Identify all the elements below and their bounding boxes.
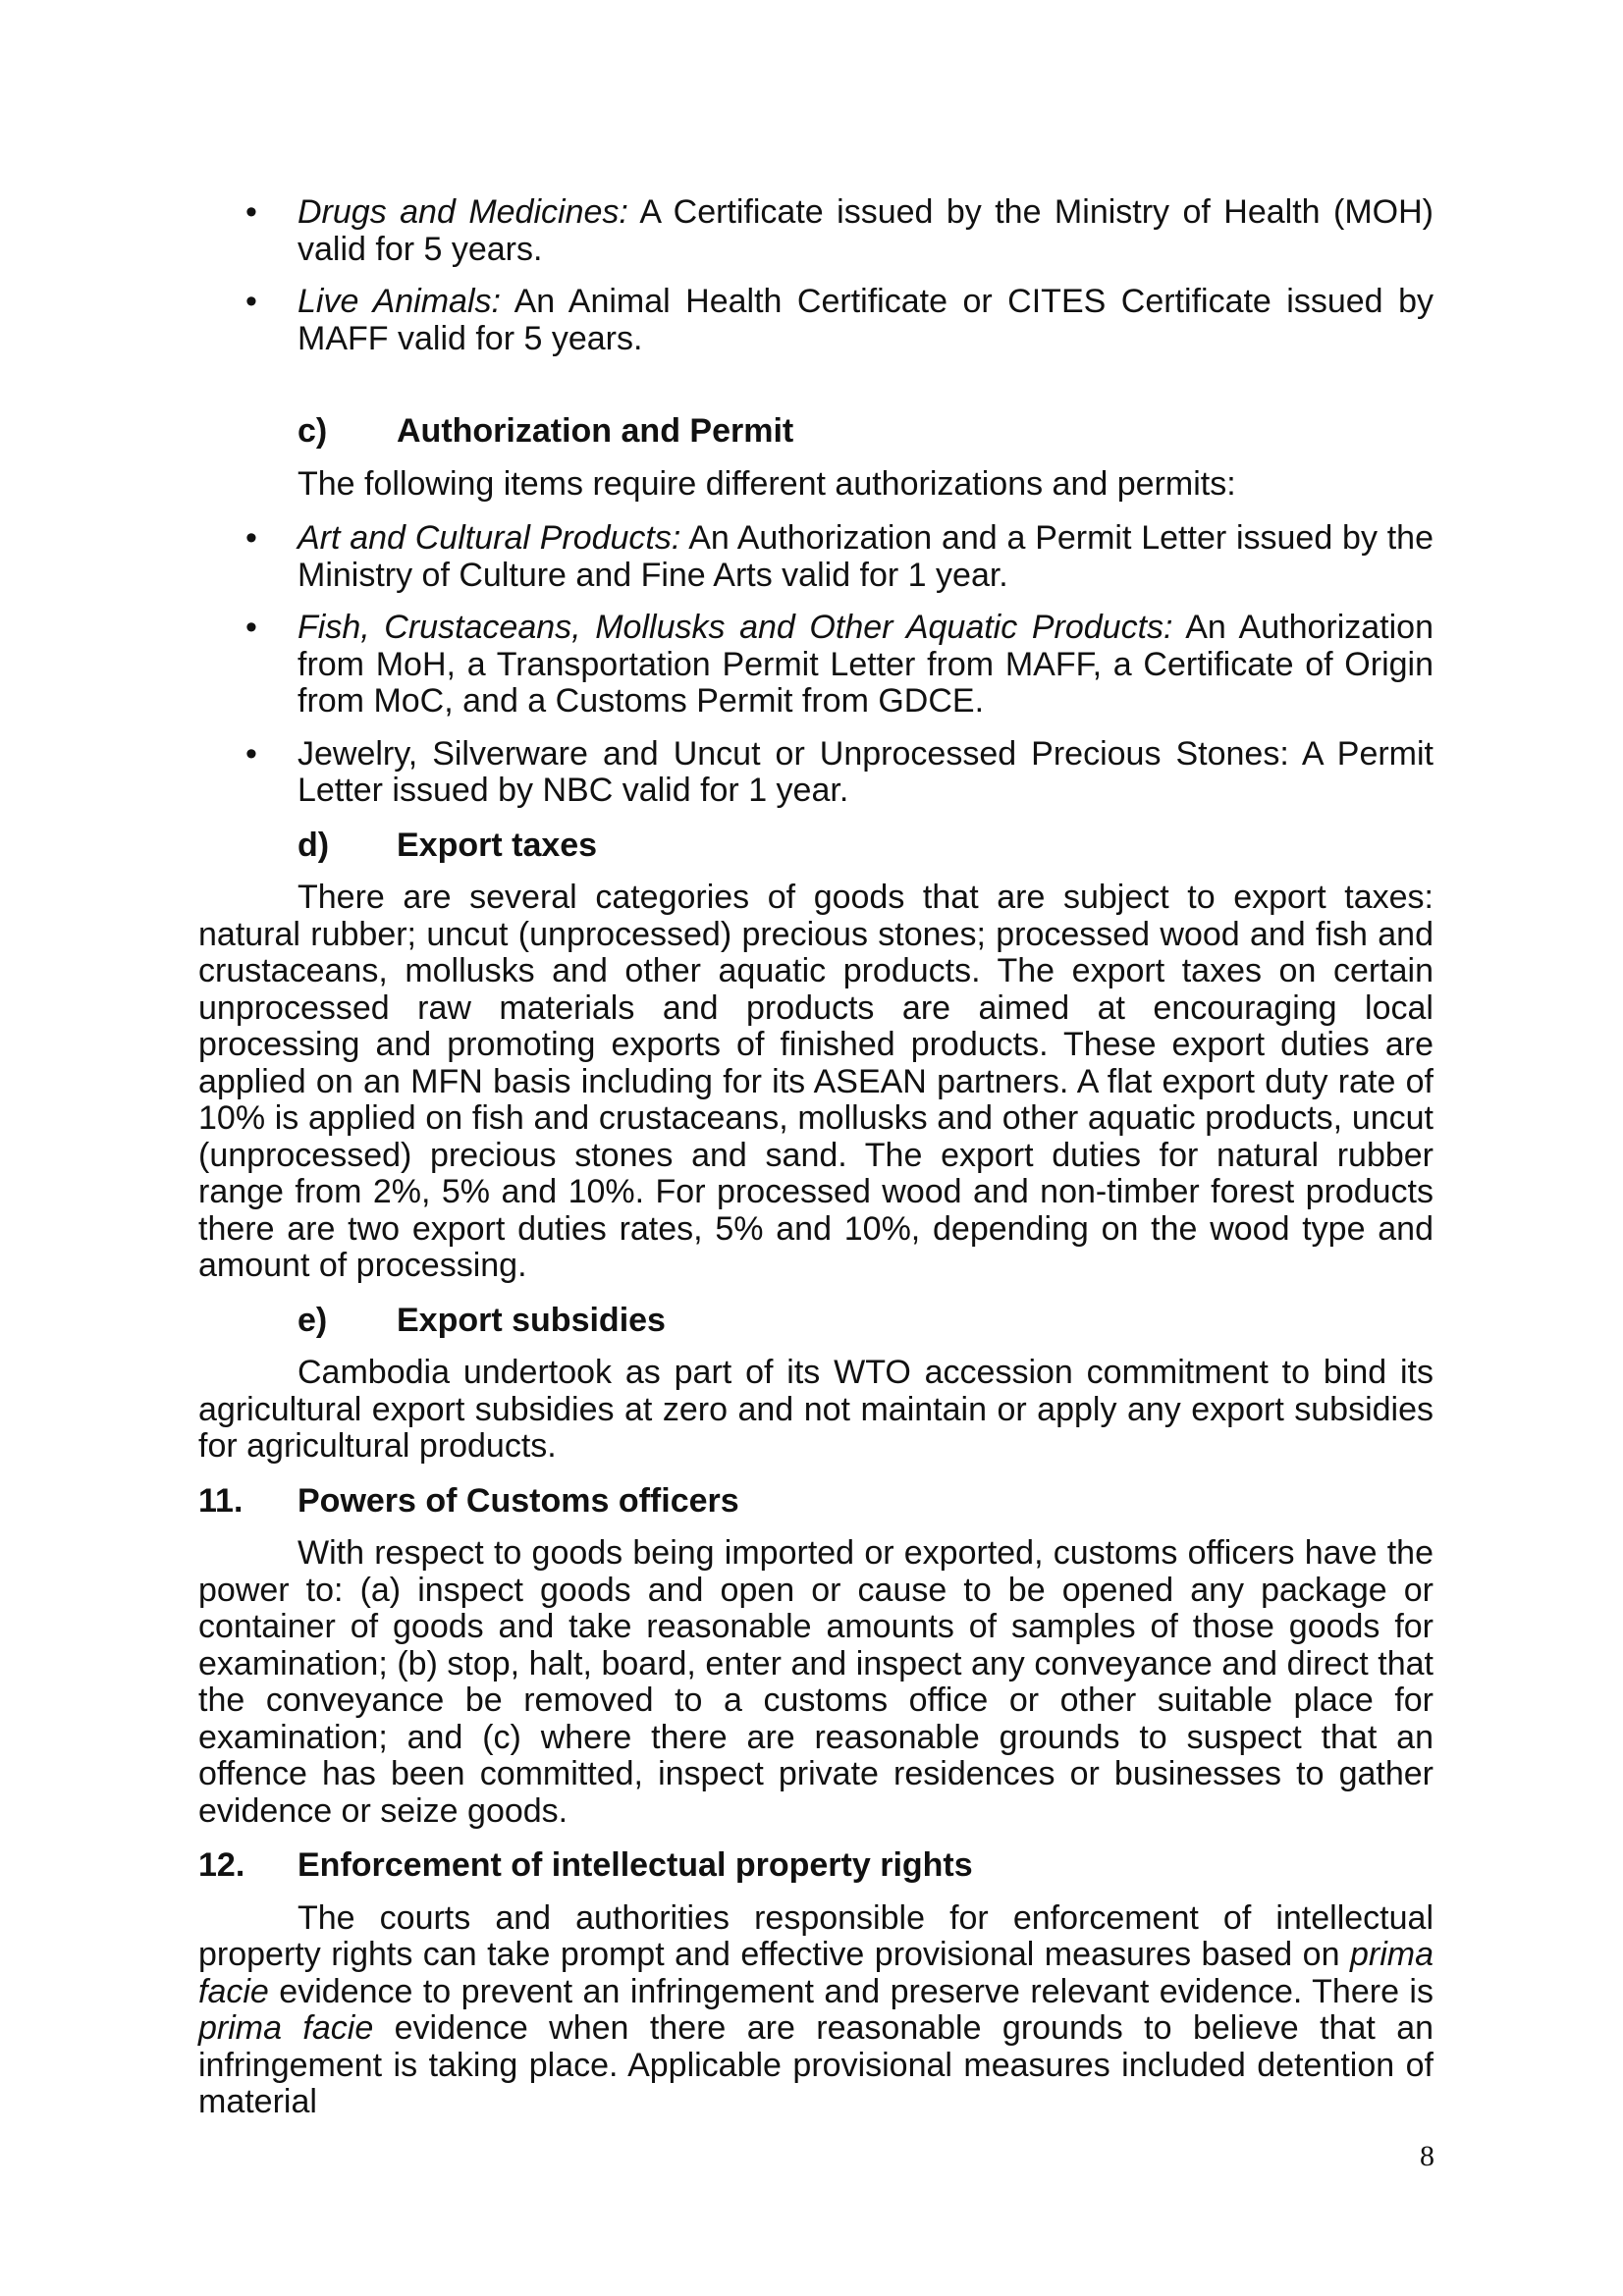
list-item — [198, 520, 1434, 594]
section-heading-12 — [198, 1847, 1434, 1885]
body-text: The courts and authorities responsible for enforcement of intellectual property rights can take prompt and effective provisional measures based on — [198, 1898, 1434, 1973]
section-number: 11. — [198, 1481, 243, 1520]
item-text: A Certificate issued by the Ministry of Health (MOH) valid for 5 years. — [298, 193, 1434, 268]
section-heading-c — [198, 413, 1434, 451]
section-intro: The following items require different authorizations and permits: — [298, 464, 1236, 503]
section-title: Export taxes — [397, 826, 598, 864]
section-title: Enforcement of intellectual property rights — [298, 1846, 973, 1884]
bullet-glyph: • — [245, 609, 257, 646]
body-text: evidence to prevent an infringement and preserve relevant evidence. There is — [268, 1972, 1434, 2010]
body-italic: prima facie — [198, 1936, 1434, 2010]
section-title: Authorization and Permit — [397, 412, 794, 450]
list-item — [198, 610, 1434, 721]
bullet-glyph: • — [245, 283, 257, 320]
section-body: With respect to goods being imported or exported, customs officers have the power to: (a) inspect goods and open or cause to be opened any package or container of goods and take reasonable amounts of samples of those goods for examination; (b) stop, halt, board, enter and inspect any conveyance and direct that the conveyance be removed to a customs office or other suitable place for examination; and (c) where there are reasonable grounds to suspect that an offence has been committed, inspect private residences or businesses to gather evidence or seize goods. — [198, 1534, 1434, 1830]
section-heading-d — [198, 828, 1434, 865]
section-body: There are several categories of goods that are subject to export taxes: natural rubber; uncut (unprocessed) precious stones; processed wood and fish and crustaceans, mollusks and other aquatic products. The export taxes on certain unprocessed raw materials and products are aimed at encouraging local processing and promoting exports of finished products. These export duties are applied on an MFN basis including for its ASEAN partners. A flat export duty rate of 10% is applied on fish and crustaceans, mollusks and other aquatic products, uncut (unprocessed) precious stones and sand. The export duties for natural rubber range from 2%, 5% and 10%. For processed wood and non-timber forest products there are two export duties rates, 5% and 10%, depending on the wood type and amount of processing. — [198, 879, 1434, 1284]
section-title: Powers of Customs officers — [298, 1481, 739, 1520]
section-body: Cambodia undertook as part of its WTO accession commitment to bind its agricultural export subsidies at zero and not maintain or apply any export subsidies for agricultural products. — [198, 1354, 1434, 1465]
section-heading-11 — [198, 1483, 1434, 1521]
section-label: d) — [298, 826, 330, 864]
section-number: 12. — [198, 1846, 245, 1884]
body-text: evidence when there are reasonable grounds to believe that an infringement is taking place. Applicable provisional measures included detention of material — [198, 2009, 1434, 2120]
section-title: Export subsidies — [397, 1301, 666, 1339]
item-title: Live Animals: — [298, 283, 501, 320]
list-item — [198, 194, 1434, 268]
bullet-glyph: • — [245, 519, 257, 557]
item-title: Drugs and Medicines: — [298, 193, 628, 231]
document-page — [198, 194, 1434, 2121]
bullet-glyph: • — [245, 193, 257, 231]
section-label: c) — [298, 412, 328, 450]
section-body — [198, 1900, 1434, 2121]
body-italic: prima facie — [198, 2009, 374, 2047]
item-text: An Animal Health Certificate or CITES Certificate issued by MAFF valid for 5 years. — [298, 283, 1434, 357]
item-text: An Authorization and a Permit Letter issued by the Ministry of Culture and Fine Arts valid for 1 year. — [298, 519, 1434, 594]
page-number: 8 — [1420, 2140, 1434, 2172]
section-label: e) — [298, 1301, 328, 1339]
item-title: Art and Cultural Products: — [298, 519, 681, 557]
list-item — [198, 736, 1434, 810]
item-title: Fish, Crustaceans, Mollusks and Other Aquatic Products: — [298, 609, 1173, 646]
item-text: An Authorization from MoH, a Transportation Permit Letter from MAFF, a Certificate of Origin from MoC, and a Customs Permit from GDCE. — [298, 609, 1434, 720]
section-heading-e — [198, 1303, 1434, 1340]
list-item — [198, 284, 1434, 357]
bullet-glyph: • — [245, 734, 257, 773]
item-text: Jewelry, Silverware and Uncut or Unprocessed Precious Stones: A Permit Letter issued by NBC valid for 1 year. — [298, 734, 1434, 809]
